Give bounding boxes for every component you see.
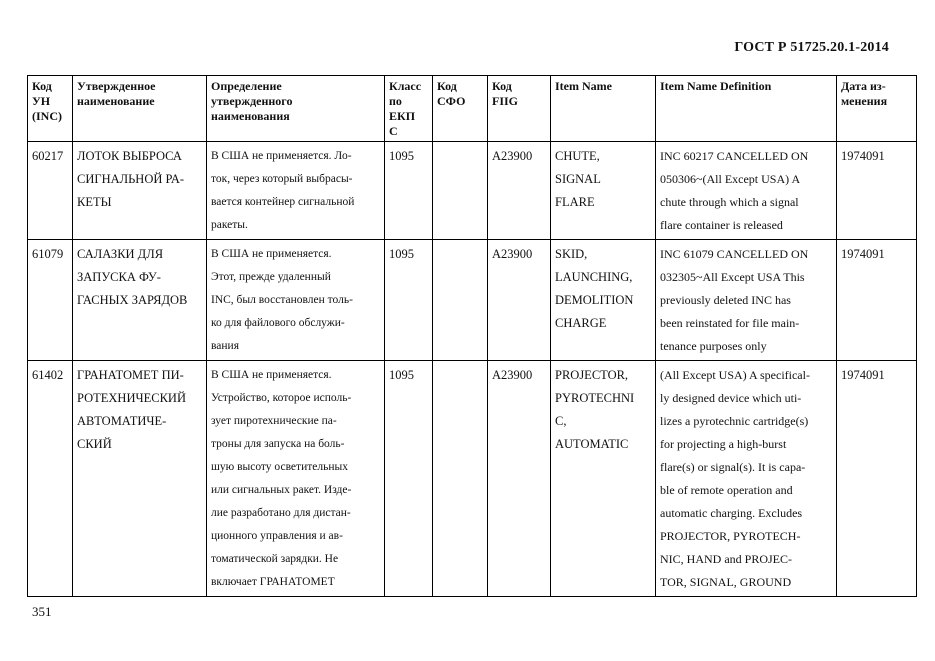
header-line: Утвержденное bbox=[77, 79, 156, 93]
cell-code: 60217 bbox=[28, 142, 73, 240]
cell-line: PROJECTOR, PYROTECH- bbox=[660, 529, 801, 543]
cell-line: томатической зарядки. Не bbox=[211, 553, 339, 565]
header-line: (INC) bbox=[32, 109, 62, 123]
cell-line: SKID, bbox=[555, 247, 588, 261]
cell-line: СИГНАЛЬНОЙ РА- bbox=[77, 172, 185, 186]
cell-line: В США не применяется. bbox=[211, 248, 332, 260]
cell-line: троны для запуска на боль- bbox=[211, 438, 345, 450]
cell-approved-definition bbox=[207, 142, 385, 240]
cell-line: ЗАПУСКА ФУ- bbox=[77, 270, 161, 284]
cell-fiig-code: A23900 bbox=[488, 142, 551, 240]
cell-line: ракеты. bbox=[211, 219, 248, 231]
cell-line: AUTOMATIC bbox=[555, 437, 629, 451]
cell-sfo-code bbox=[433, 142, 488, 240]
header-approved-name bbox=[73, 76, 207, 142]
cell-line: КЕТЫ bbox=[77, 195, 112, 209]
cell-line: ционного управления и ав- bbox=[211, 530, 343, 542]
cell-approved-name bbox=[73, 361, 207, 597]
cell-line: CHUTE, bbox=[555, 149, 600, 163]
cell-line: chute through which a signal bbox=[660, 195, 799, 209]
cell-sfo-code bbox=[433, 361, 488, 597]
cell-class: 1095 bbox=[385, 361, 433, 597]
cell-line: лие разработано для дистан- bbox=[211, 507, 351, 519]
cell-line: PYROTECHNI bbox=[555, 391, 635, 405]
cell-line: LAUNCHING, bbox=[555, 270, 633, 284]
cell-line: вается контейнер сигнальной bbox=[211, 196, 355, 208]
header-line: Дата из- bbox=[841, 79, 886, 93]
cell-line: tenance purposes only bbox=[660, 339, 767, 353]
header-line: Класс bbox=[389, 79, 422, 93]
header-line: Код bbox=[492, 79, 512, 93]
catalog-table bbox=[27, 75, 917, 597]
cell-fiig-code: A23900 bbox=[488, 240, 551, 361]
cell-change-date: 1974091 bbox=[837, 361, 917, 597]
header-class bbox=[385, 76, 433, 142]
header-line: по bbox=[389, 94, 402, 108]
cell-line: TOR, SIGNAL, GROUND bbox=[660, 575, 792, 589]
header-line: ЕКП bbox=[389, 109, 416, 123]
document-title: ГОСТ Р 51725.20.1-2014 bbox=[734, 40, 889, 55]
header-line: наименование bbox=[77, 94, 155, 108]
cell-line: INC 60217 CANCELLED ON bbox=[660, 149, 809, 163]
cell-line: been reinstated for file main- bbox=[660, 316, 800, 330]
cell-fiig-code: A23900 bbox=[488, 361, 551, 597]
header-line: менения bbox=[841, 94, 888, 108]
header-fiig-code bbox=[488, 76, 551, 142]
header-line: Item Name bbox=[555, 79, 612, 93]
table-row bbox=[28, 240, 917, 361]
header-line: Определение bbox=[211, 79, 282, 93]
cell-item-name bbox=[551, 240, 656, 361]
cell-line: зует пиротехнические па- bbox=[211, 415, 337, 427]
header-line: Item Name Definition bbox=[660, 79, 772, 93]
cell-line: NIC, HAND and PROJEC- bbox=[660, 552, 792, 566]
page-number: 351 bbox=[32, 604, 52, 619]
cell-line: СКИЙ bbox=[77, 437, 112, 451]
table-body bbox=[28, 142, 917, 597]
cell-line: ко для файлового обслужи- bbox=[211, 317, 345, 329]
cell-change-date: 1974091 bbox=[837, 142, 917, 240]
header-line: наименования bbox=[211, 109, 290, 123]
cell-line: В США не применяется. Ло- bbox=[211, 150, 352, 162]
cell-line: INC, был восстановлен толь- bbox=[211, 294, 353, 306]
cell-line: 032305~All Except USA This bbox=[660, 270, 805, 284]
cell-line: ГАСНЫХ ЗАРЯДОВ bbox=[77, 293, 188, 307]
cell-line: шую высоту осветительных bbox=[211, 461, 348, 473]
cell-line: DEMOLITION bbox=[555, 293, 634, 307]
cell-code: 61402 bbox=[28, 361, 73, 597]
header-line: Код bbox=[32, 79, 52, 93]
cell-line: (All Except USA) A specifical- bbox=[660, 368, 810, 382]
cell-line: Устройство, которое исполь- bbox=[211, 392, 352, 404]
cell-approved-definition bbox=[207, 361, 385, 597]
cell-line: flare(s) or signal(s). It is capa- bbox=[660, 460, 806, 474]
cell-line: CHARGE bbox=[555, 316, 607, 330]
cell-line: АВТОМАТИЧЕ- bbox=[77, 414, 167, 428]
cell-line: SIGNAL bbox=[555, 172, 601, 186]
cell-item-name bbox=[551, 142, 656, 240]
cell-sfo-code bbox=[433, 240, 488, 361]
cell-class: 1095 bbox=[385, 142, 433, 240]
cell-line: ЛОТОК ВЫБРОСА bbox=[77, 149, 182, 163]
header-row bbox=[28, 76, 917, 142]
cell-line: C, bbox=[555, 414, 567, 428]
header-change-date bbox=[837, 76, 917, 142]
cell-line: ток, через который выбрасы- bbox=[211, 173, 353, 185]
cell-line: flare container is released bbox=[660, 218, 783, 232]
table-row bbox=[28, 361, 917, 597]
cell-line: for projecting a high-burst bbox=[660, 437, 787, 451]
cell-line: ble of remote operation and bbox=[660, 483, 793, 497]
cell-line: Этот, прежде удаленный bbox=[211, 271, 331, 283]
header-sfo-code bbox=[433, 76, 488, 142]
cell-line: ly designed device which uti- bbox=[660, 391, 802, 405]
cell-item-name-definition bbox=[656, 361, 837, 597]
cell-line: В США не применяется. bbox=[211, 369, 332, 381]
cell-line: или сигнальных ракет. Изде- bbox=[211, 484, 352, 496]
header-code-inc bbox=[28, 76, 73, 142]
table-row bbox=[28, 142, 917, 240]
header-line: Код bbox=[437, 79, 457, 93]
cell-code: 61079 bbox=[28, 240, 73, 361]
cell-line: automatic charging. Excludes bbox=[660, 506, 803, 520]
cell-line: 050306~(All Except USA) A bbox=[660, 172, 801, 186]
header-line: FIIG bbox=[492, 94, 519, 108]
cell-item-name-definition bbox=[656, 240, 837, 361]
cell-item-name-definition bbox=[656, 142, 837, 240]
cell-line: вания bbox=[211, 340, 239, 352]
cell-line: включает ГРАНАТОМЕТ bbox=[211, 576, 335, 588]
cell-line: FLARE bbox=[555, 195, 595, 209]
cell-item-name bbox=[551, 361, 656, 597]
cell-class: 1095 bbox=[385, 240, 433, 361]
header-line: утвержденного bbox=[211, 94, 293, 108]
header-item-name-definition bbox=[656, 76, 837, 142]
header-approved-definition bbox=[207, 76, 385, 142]
cell-change-date: 1974091 bbox=[837, 240, 917, 361]
cell-approved-definition bbox=[207, 240, 385, 361]
cell-line: previously deleted INC has bbox=[660, 293, 791, 307]
cell-line: САЛАЗКИ ДЛЯ bbox=[77, 247, 164, 261]
header-line: УН bbox=[32, 94, 51, 108]
cell-line: lizes a pyrotechnic cartridge(s) bbox=[660, 414, 809, 428]
cell-line: ГРАНАТОМЕТ ПИ- bbox=[77, 368, 184, 382]
cell-line: INC 61079 CANCELLED ON bbox=[660, 247, 809, 261]
cell-approved-name bbox=[73, 142, 207, 240]
cell-approved-name bbox=[73, 240, 207, 361]
header-item-name bbox=[551, 76, 656, 142]
header-line: СФО bbox=[437, 94, 466, 108]
cell-line: PROJECTOR, bbox=[555, 368, 629, 382]
header-line: С bbox=[389, 124, 398, 138]
cell-line: РОТЕХНИЧЕСКИЙ bbox=[77, 391, 186, 405]
